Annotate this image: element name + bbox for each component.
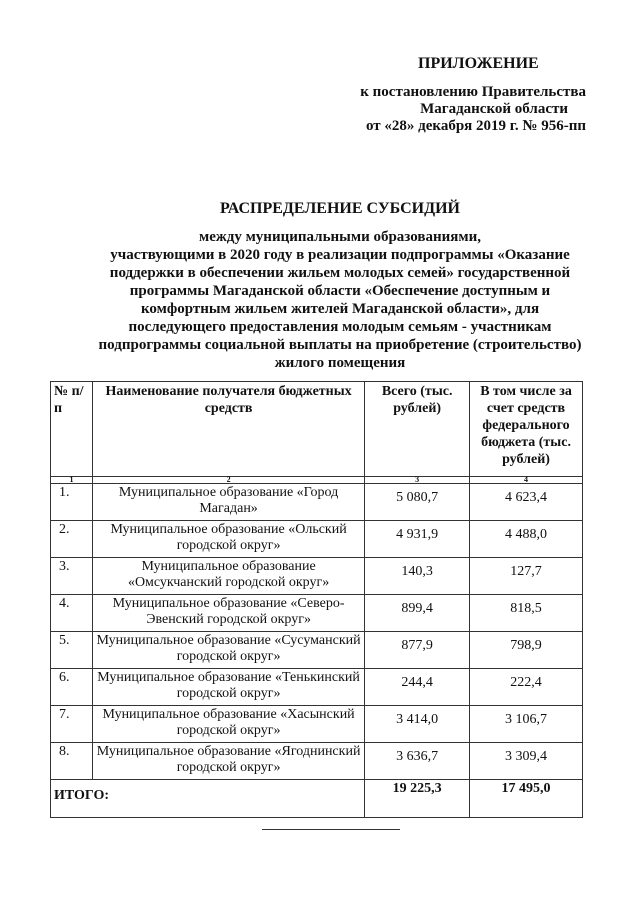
- federal-amount: 127,7: [470, 558, 583, 595]
- total-row: [51, 780, 583, 818]
- recipient-name: Муниципальное образование «Сусуманский городской округ»: [92, 632, 364, 669]
- subtitle-line: подпрограммы социальной выплаты на приобретение (строительство): [98, 337, 582, 353]
- federal-amount: 222,4: [470, 669, 583, 706]
- recipient-name: Муниципальное образование «Ягоднинский городской округ»: [92, 743, 364, 780]
- recipient-name: Муниципальное образование «Хасынский городской округ»: [92, 706, 364, 743]
- footer-divider: [262, 829, 400, 830]
- appendix-line: Магаданской области: [420, 101, 568, 117]
- table-row: [51, 632, 583, 669]
- recipient-name: Муниципальное образование «Северо-Эвенский городской округ»: [92, 595, 364, 632]
- document-subtitle: [80, 228, 600, 372]
- table-row: [51, 521, 583, 558]
- table-row: [51, 706, 583, 743]
- row-number: 1.: [51, 484, 93, 521]
- total-amount: 140,3: [365, 558, 470, 595]
- header-federal: В том числе за счет средств федерального бюджета (тыс. рублей): [470, 382, 583, 477]
- total-amount: 4 931,9: [365, 521, 470, 558]
- appendix-line: от «28» декабря 2019 г. № 956-пп: [365, 118, 586, 134]
- row-number: 5.: [51, 632, 93, 669]
- subtitle-line: программы Магаданской области «Обеспечение доступным и: [129, 283, 551, 299]
- recipient-name: Муниципальное образование «Ольский городской округ»: [92, 521, 364, 558]
- total-amount: 877,9: [365, 632, 470, 669]
- total-federal-amount: 17 495,0: [470, 780, 583, 818]
- federal-amount: 4 623,4: [470, 484, 583, 521]
- subtitle-line: между муниципальными образованиями,: [199, 229, 481, 245]
- table-row: [51, 558, 583, 595]
- total-amount: 19 225,3: [365, 780, 470, 818]
- column-number: 3: [365, 477, 470, 484]
- table-row: [51, 484, 583, 521]
- column-number: 1: [51, 477, 93, 484]
- total-amount: 5 080,7: [365, 484, 470, 521]
- row-number: 8.: [51, 743, 93, 780]
- header-name: Наименование получателя бюджетных средств: [92, 382, 364, 477]
- header-number: № п/п: [51, 382, 93, 477]
- recipient-name: Муниципальное образование «Омсукчанский городской округ»: [92, 558, 364, 595]
- document-title: РАСПРЕДЕЛЕНИЕ СУБСИДИЙ: [219, 200, 460, 217]
- recipient-name: Муниципальное образование «Тенькинский городской округ»: [92, 669, 364, 706]
- row-number: 4.: [51, 595, 93, 632]
- row-number: 7.: [51, 706, 93, 743]
- table-row: [51, 595, 583, 632]
- row-number: 2.: [51, 521, 93, 558]
- federal-amount: 4 488,0: [470, 521, 583, 558]
- subtitle-line: последующего предоставления молодым семьям - участникам: [128, 319, 552, 335]
- federal-amount: 818,5: [470, 595, 583, 632]
- column-number: 4: [470, 477, 583, 484]
- subtitle-line: комфортным жильем жителей Магаданской области», для: [140, 301, 540, 317]
- subtitle-line: жилого помещения: [274, 355, 406, 371]
- subtitle-line: поддержки в обеспечении жильем молодых семей» государственной: [109, 265, 571, 281]
- total-amount: 244,4: [365, 669, 470, 706]
- column-number: 2: [92, 477, 364, 484]
- federal-amount: 3 106,7: [470, 706, 583, 743]
- table-row: [51, 743, 583, 780]
- total-amount: 899,4: [365, 595, 470, 632]
- total-label: ИТОГО:: [51, 780, 365, 818]
- subsidy-table: [50, 381, 583, 818]
- recipient-name: Муниципальное образование «Город Магадан»: [92, 484, 364, 521]
- row-number: 6.: [51, 669, 93, 706]
- row-number: 3.: [51, 558, 93, 595]
- total-amount: 3 636,7: [365, 743, 470, 780]
- appendix-title: ПРИЛОЖЕНИЕ: [418, 55, 539, 72]
- header-row: [51, 382, 583, 477]
- table-row: [51, 669, 583, 706]
- total-amount: 3 414,0: [365, 706, 470, 743]
- subtitle-line: участвующими в 2020 году в реализации подпрограммы «Оказание: [110, 247, 570, 263]
- appendix-line: к постановлению Правительства: [360, 84, 586, 100]
- federal-amount: 3 309,4: [470, 743, 583, 780]
- column-number-row: [51, 477, 583, 484]
- federal-amount: 798,9: [470, 632, 583, 669]
- header-total: Всего (тыс. рублей): [365, 382, 470, 477]
